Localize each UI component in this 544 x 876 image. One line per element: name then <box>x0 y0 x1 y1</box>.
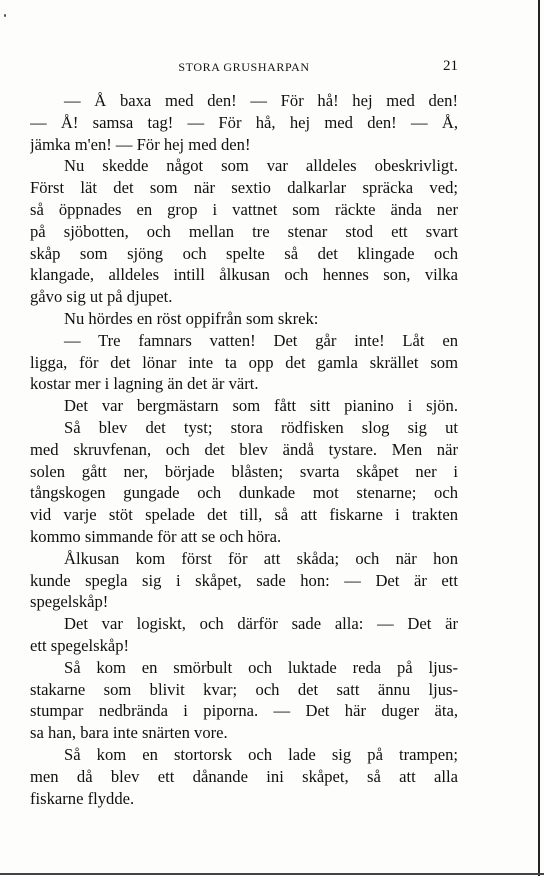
text-line: Nu skedde något som var alldeles obeskrivligt. <box>64 156 458 176</box>
running-head <box>30 58 458 76</box>
text-line: spegelskåp! <box>30 592 109 612</box>
text-line: stakarne som blivit kvar; och det satt ännu ljus- <box>30 679 458 699</box>
text-line: — Å baxa med den! — För hå! hej med den! <box>64 91 458 110</box>
text-line: tångskogen gungade och dunkade mot stenarne; och <box>30 483 458 503</box>
text-line: Det var logiskt, och därför sade alla: — Det är <box>64 614 458 634</box>
ink-speck <box>4 14 6 17</box>
text-line: solen gått ner, började blåsten; svarta skåpet ner i <box>30 461 458 481</box>
text-line: gåvo sig ut på djupet. <box>30 287 173 307</box>
text-line: vid varje stöt spelade det till, så att fiskarne i trakten <box>30 505 458 525</box>
text-line: Så blev det tyst; stora rödfisken slog sig ut <box>64 417 458 437</box>
running-title: STORA GRUSHARPAN <box>178 60 310 74</box>
text-line: klangade, alldeles intill ålkusan och hennes son, vilka <box>30 265 458 285</box>
page-number: 21 <box>443 58 458 74</box>
text-line: kostar mer i lagning än det är värt. <box>30 374 259 394</box>
text-line: kunde spegla sig i skåpet, sade hon: — Det är ett <box>30 570 458 590</box>
text-line: — Å! samsa tag! — För hå, hej med den! — Å, <box>30 112 458 132</box>
text-line: fiskarne flydde. <box>30 788 135 808</box>
text-line: Först lät det som när sextio dalkarlar spräcka ved; <box>30 178 458 198</box>
text-line: så öppnades en grop i vattnet som räckte ända ner <box>30 199 458 219</box>
text-line: ett spegelskåp! <box>30 635 130 655</box>
text-line: — Tre famnars vatten! Det går inte! Låt en <box>64 330 458 350</box>
text-line: Nu hördes en röst oppifrån som skrek: <box>64 308 319 328</box>
text-line: stumpar nedbrända i piporna. — Det här duger äta, <box>30 701 458 721</box>
text-line: Så kom en smörbult och luktade reda på ljus- <box>64 657 458 677</box>
text-line: sa han, bara inte snärten vore. <box>30 723 228 743</box>
text-line: Ålkusan kom först för att skåda; och när hon <box>64 548 458 568</box>
text-line: Det var bergmästarn som fått sitt pianino i sjön. <box>64 396 458 416</box>
text-line: skåp som sjöng och spelte så det klingade och <box>30 243 458 263</box>
page-edge-right <box>538 0 540 876</box>
text-line: med skruvfenan, och det blev ändå tystare. Men när <box>30 439 458 459</box>
page-edge-bottom <box>0 873 544 875</box>
text-line: men då blev ett dånande ini skåpet, så att alla <box>30 766 458 786</box>
text-line: kommo simmande för att se och höra. <box>30 526 282 546</box>
body-text <box>30 90 458 809</box>
text-line: på sjöbotten, och mellan tre stenar stod ett svart <box>30 221 458 241</box>
text-line: ligga, för det lönar inte ta opp det gamla skrället som <box>30 352 458 372</box>
text-line: jämka m'en! — För hej med den! <box>30 134 251 154</box>
text-line: Så kom en stortorsk och lade sig på trampen; <box>64 744 458 764</box>
